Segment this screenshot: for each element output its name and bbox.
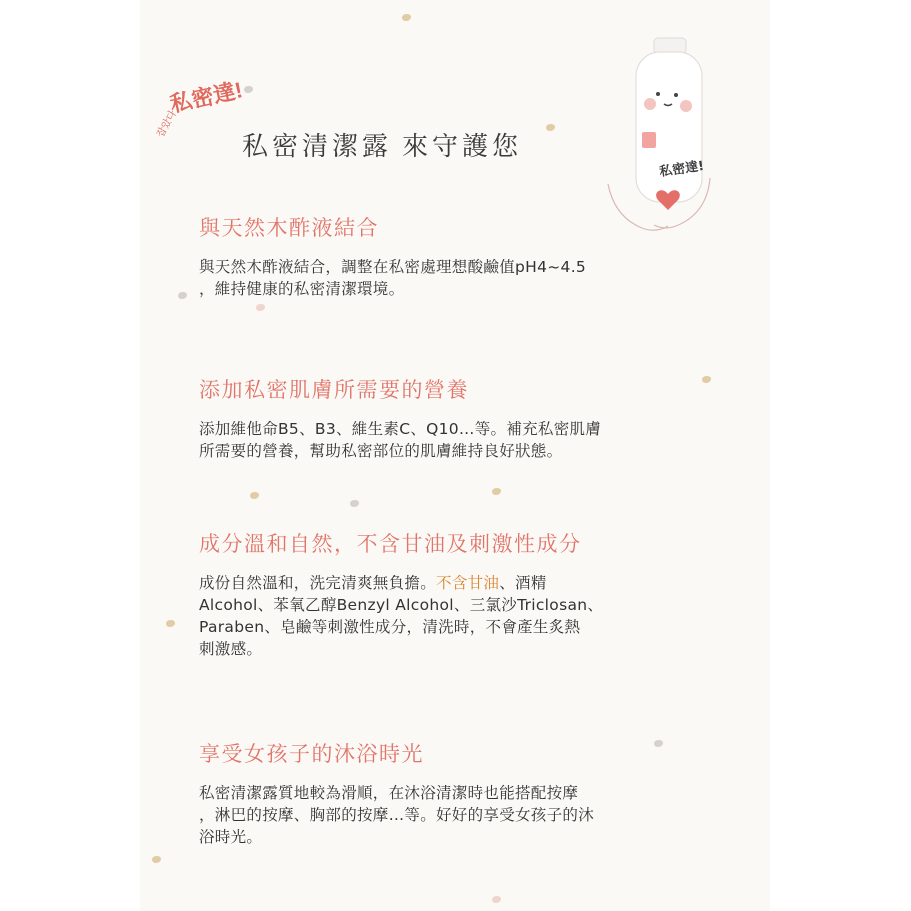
section-bath-time xyxy=(199,738,669,848)
grey-fleck-decoration xyxy=(350,500,359,507)
page-title xyxy=(242,126,522,163)
body-line: 添加維他命B5、B3、維生素C、Q10…等。補充私密肌膚 xyxy=(199,420,602,438)
section-body xyxy=(199,572,669,660)
label-badge-icon xyxy=(642,132,656,148)
body-line: 與天然木酢液結合，調整在私密處理想酸鹼值pH4~4.5 xyxy=(199,258,587,276)
gold-fleck-decoration xyxy=(702,376,711,383)
bottle-label-text: 私密達! xyxy=(658,158,706,180)
pink-fleck-decoration xyxy=(256,304,265,311)
body-line: Paraben、皂鹼等刺激性成分，清洗時，不會產生炙熱 xyxy=(199,618,581,636)
section-body xyxy=(199,256,669,300)
logo-subtext: 잡았다 xyxy=(155,108,180,140)
section-title: 與天然木酢液結合 xyxy=(199,216,379,240)
section-body xyxy=(199,418,669,462)
cheek-blush-icon xyxy=(644,98,656,110)
body-line-end: 、酒精 xyxy=(499,574,547,592)
gold-fleck-decoration xyxy=(166,620,175,627)
logo-wordmark: 私密達! xyxy=(167,77,245,117)
grey-fleck-decoration xyxy=(178,292,187,299)
gold-fleck-decoration xyxy=(250,492,259,499)
section-wood-vinegar xyxy=(199,212,669,300)
body-line: 私密清潔露質地較為滑順，在沐浴清潔時也能搭配按摩 xyxy=(199,784,579,802)
section-gentle-ingredients xyxy=(199,528,669,660)
gold-fleck-decoration xyxy=(492,488,501,495)
gold-fleck-decoration xyxy=(152,856,161,863)
pink-fleck-decoration xyxy=(492,896,501,903)
highlight-glycerin-free: 不含甘油 xyxy=(436,574,500,592)
section-nutrition xyxy=(199,374,669,462)
gold-fleck-decoration xyxy=(402,14,411,21)
section-body xyxy=(199,782,669,848)
body-line: 刺激感。 xyxy=(199,640,263,658)
section-title: 享受女孩子的沐浴時光 xyxy=(199,742,424,766)
page-title-main: 私密清潔露 xyxy=(242,132,393,162)
body-line: 所需要的營養，幫助私密部位的肌膚維持良好狀態。 xyxy=(199,442,563,460)
gold-fleck-decoration xyxy=(546,124,555,131)
body-line: ，維持健康的私密清潔環境。 xyxy=(199,280,405,298)
section-title: 成分溫和自然，不含甘油及刺激性成分 xyxy=(199,532,582,556)
page-title-tail: 來守護您 xyxy=(402,132,523,162)
body-line-start: 成份自然溫和，洗完清爽無負擔。 xyxy=(199,574,437,592)
body-line: Alcohol、苯氧乙醇Benzyl Alcohol、三氯沙Triclosan、 xyxy=(199,596,604,614)
cheek-blush-icon xyxy=(680,100,692,112)
body-line: ，淋巴的按摩、胸部的按摩…等。好好的享受女孩子的沐 xyxy=(199,806,595,824)
section-title: 添加私密肌膚所需要的營養 xyxy=(199,378,469,402)
body-line: 浴時光。 xyxy=(199,828,263,846)
